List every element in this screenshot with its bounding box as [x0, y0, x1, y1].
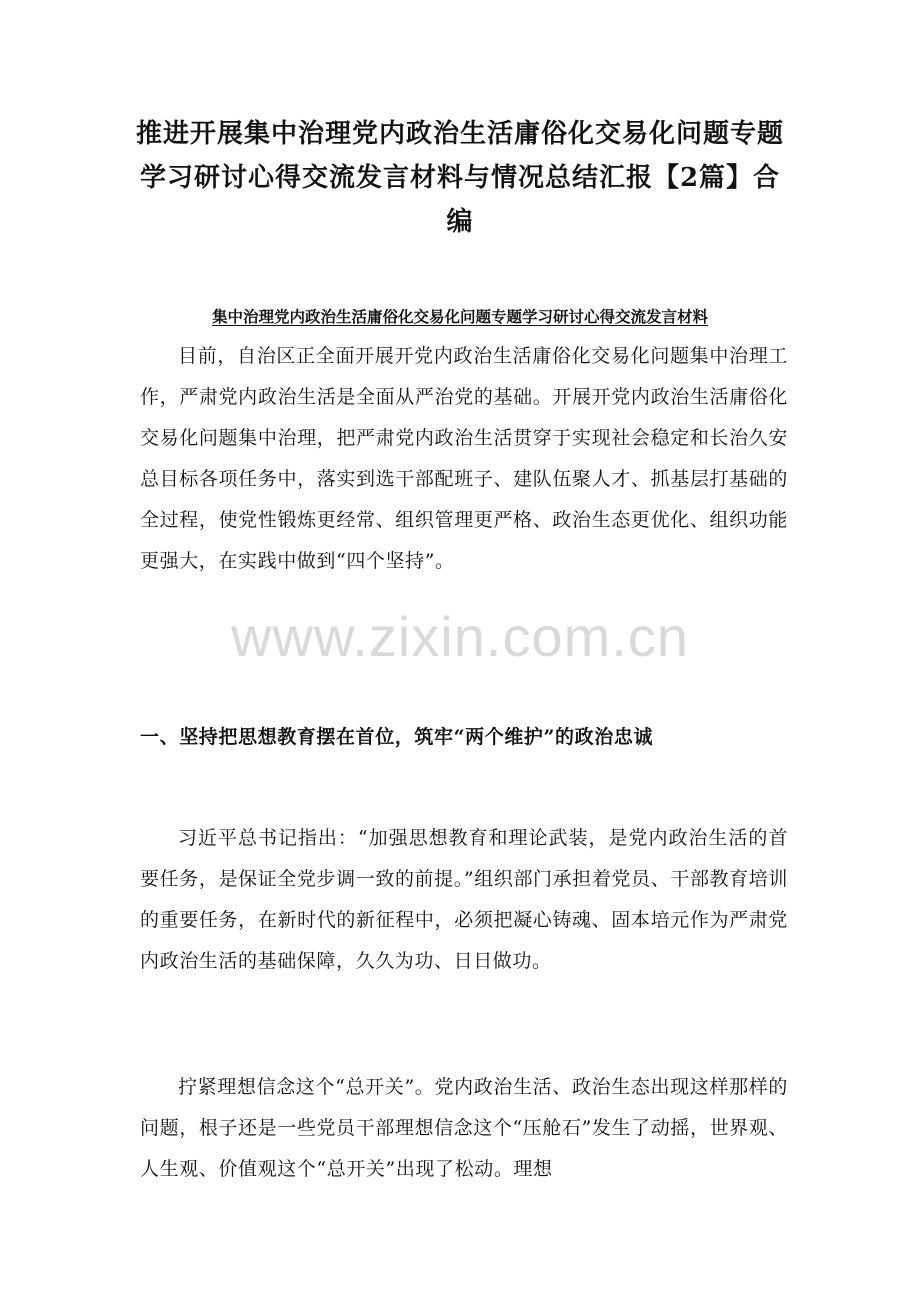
paragraph-intro: 目前，自治区正全面开展开党内政治生活庸俗化交易化问题集中治理工作，严肃党内政治生活是全面从严治党的基础。开展开党内政治生活庸俗化交易化问题集中治理，把严肃党内政治生活贯穿于实现社会稳定和长治久安总目标各项任务中，落实到选干部配班子、建队伍聚人才、抓基层打基础的全过程，使党性锻炼更经常、组织管理更严格、政治生态更优化、组织功能更强大，在实践中做到“四个坚持”。 — [140, 345, 788, 572]
document-title: 推进开展集中治理党内政治生活庸俗化交易化问题专题学习研讨心得交流发言材料与情况总结汇报【2篇】合编 — [135, 119, 784, 237]
document-subtitle: 集中治理党内政治生活庸俗化交易化问题专题学习研讨心得交流发言材料 — [211, 307, 708, 326]
paragraph-ideals: 拧紧理想信念这个“总开关”。党内政治生活、政治生态出现这样那样的问题，根子还是一些党员干部理想信念这个“压舱石”发生了动摇，世界观、人生观、价值观这个“总开关”出现了松动。理想 — [140, 1076, 788, 1180]
section-heading-1: 一、坚持把思想教育摆在首位，筑牢“两个维护”的政治忠诚 — [140, 726, 654, 748]
paragraph-quote: 习近平总书记指出：“加强思想教育和理论武装，是党内政治生活的首要任务，是保证全党步调一致的前提。”组织部门承担着党员、干部教育培训的重要任务，在新时代的新征程中，必须把凝心铸魂、固本培元作为严肃党内政治生活的基础保障，久久为功、日日做功。 — [140, 827, 788, 972]
watermark: www.zixin.com.cn — [231, 605, 689, 668]
